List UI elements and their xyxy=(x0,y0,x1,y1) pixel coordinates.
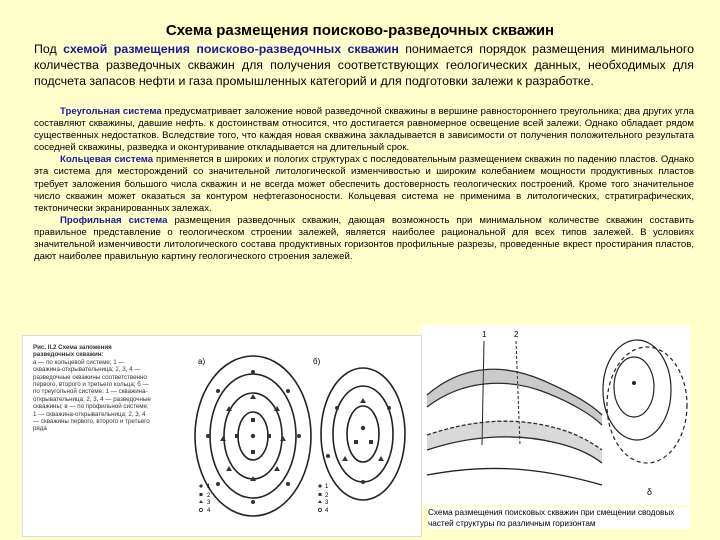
triangular-paragraph xyxy=(34,106,694,154)
intro-highlight: схемой размещения поисково-разведочных скважин xyxy=(63,42,399,56)
legend-a-3: 3 xyxy=(207,500,211,506)
well-placement-drawing xyxy=(23,336,421,536)
intro-pre: Под xyxy=(34,42,57,56)
figure2-caption: Схема размещения поисковых скважин при смещении сводовых частей структуры по различным горизонтам xyxy=(428,507,690,529)
legend-b-2: 2 xyxy=(325,493,329,499)
ring-paragraph xyxy=(34,154,694,214)
well-1-label: 1 xyxy=(482,330,487,339)
scheme-a-label: а) xyxy=(198,357,206,366)
legend-b-1: 1 xyxy=(325,484,329,490)
triangular-text: предусматривает заложение новой разведочной скважины в вершине равностороннего треугольника; два других угла составляют скважины, давшие нефть. к достоинствам относится, что достигается равномерное освещение всей залежи. Однако обладает рядом существенных недостатков. Вследствие того, что каждая новая скважина закладывается в зависимости от получения положительного результата соседней скважины, разведка и оконтуривание откладывается на длительный срок. xyxy=(34,106,694,154)
profile-term: Профильная система xyxy=(60,214,168,226)
legend-b-markers xyxy=(318,484,322,511)
delta-label: δ xyxy=(647,487,653,497)
displaced-arch-drawing xyxy=(422,325,690,505)
plan-contours xyxy=(603,340,687,463)
triangular-term: Треугольная система xyxy=(60,106,162,117)
legend-a-markers xyxy=(199,484,203,511)
legend-b-4: 4 xyxy=(325,508,329,514)
ring-term: Кольцевая система xyxy=(60,154,154,166)
body-text xyxy=(34,106,694,263)
plan-well xyxy=(632,381,636,385)
ring-text: применяется в широких и пологих структурах с последовательным размещением скважин по падению пластов. Однако эта система для месторождений со значительной литологической изменчивостью и широким колебанием мощности продуктивных пластов требует заложения большого числа скважин и не всегда может обеспечить достоверность геологических построений. Кроме того значительное число скважин может оказаться за контуром нефтегазоносности. Кольцевая система не применима в литологических, стратиграфических, тектонически экранированных залежах. xyxy=(34,154,694,214)
legend-a-2: 2 xyxy=(207,493,211,499)
figure-caption-title: Рис. II.2 Схема заложения разведочных скважин: xyxy=(33,344,112,359)
well-2-label: 2 xyxy=(514,330,519,339)
legend-a-4: 4 xyxy=(207,508,211,514)
page-title: Схема размещения поисково-разведочных скважин xyxy=(165,22,555,39)
scheme-b-label: б) xyxy=(313,357,321,366)
legend-b-3: 3 xyxy=(325,500,329,506)
intro-post: понимается порядок размещения минимального количества разведочных скважин для получения соответствующих геологических данных, необходимых для подсчета запасов нефти и газа промышленных категорий и для подготовки залежи к разработке. xyxy=(34,42,695,88)
legend-a-1: 1 xyxy=(207,484,211,490)
intro-paragraph xyxy=(34,41,694,89)
figure-caption-text: а — по кольцевой системе; 1 — скважина-открывательница; 2, 3, 4 — разведочные скважины соответственно первого, второго и третьего кольца; б — по треугольной системе; 1 — скважина-открывательница; 2, 3, 4 — разведочные скважины; в — по профильной системе; 1 — скважина-открывательница; 2, 3, 4 — скважины первого, второго и третьего ряда xyxy=(33,358,151,433)
profile-paragraph xyxy=(34,215,694,263)
ring-wells xyxy=(206,370,301,504)
well-placement-figure xyxy=(22,335,422,537)
displaced-arch-figure xyxy=(422,325,690,505)
profile-text: размещения разведочных скважин, дающая возможность при минимальном количестве скважин составить правильное представление о геологическом строении залежей, является наиболее рациональной для всех типов залежей. В условиях значительной изменчивости литологического состава продуктивных горизонтов профильные разрезы, проведенные вкрест простирания пластов, дают наиболее правильную картину геологического строения залежей. xyxy=(34,214,694,263)
